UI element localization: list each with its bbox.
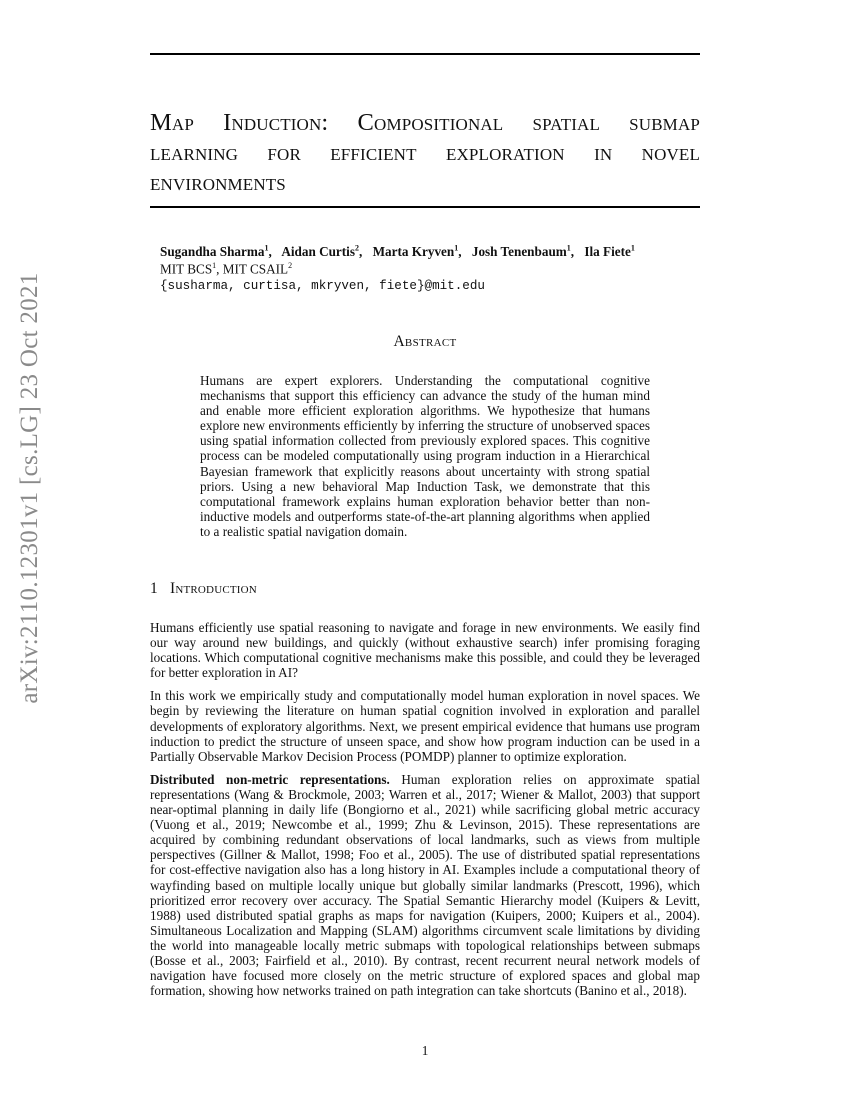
affiliations: MIT BCS$^1$, MIT CSAIL$^2$: [160, 261, 293, 277]
author: Josh Tenenbaum$^1$,: [471, 244, 575, 260]
paragraph: [150, 772, 700, 998]
abstract-heading: Abstract: [393, 333, 457, 350]
author-block: [160, 244, 700, 293]
arxiv-identifier[interactable]: arXiv:2110.12301v1 [cs.LG] 23 Oct 2021: [16, 272, 43, 704]
page-number: 1: [421, 1043, 429, 1058]
author: Aidan Curtis$^2$,: [281, 244, 363, 260]
section-number: 1: [150, 580, 158, 597]
paragraph-lead: Distributed non-metric representations.: [150, 771, 390, 787]
author: Sugandha Sharma$^1$,: [160, 244, 272, 260]
section-heading: [150, 580, 257, 598]
author-emails[interactable]: {susharma, curtisa, mkryven, fiete}@mit.edu: [160, 278, 485, 293]
author-list: [160, 244, 700, 260]
paragraph-text: Human exploration relies on approximate spatial representations (Wang & Brockmole, 2003; Warren et al., 2017; Wiener & Mallot, 2003) that support near-optimal planning in daily life (Bongiorno et al., 2021) while sacrificing global metric accuracy (Vuong et al., 2019; Newcombe et al., 1999; Zhu & Levinson, 2015). These representations are acquired by combining redundant observations of local landmarks, such as views from multiple perspectives (Gillner & Mallot, 1998; Foo et al., 2005). The use of distributed spatial representations for cost-effective navigation also has a long history in AI. Examples include a computational theory of wayfinding based on multiple locally unique but globally similar landmarks (Prescott, 1996), which prioritized error recovery over accuracy. The Spatial Semantic Hierarchy model (Kuipers & Levitt, 1988) used distributed spatial graphs as maps for navigation (Kuipers, 2000; Kuipers et al., 2004). Simultaneous Localization and Mapping (SLAM) algorithms circumvent scale limitations by dividing the world into manageable locally metric submaps with topological relationships between submaps (Bosse et al., 2003; Fairfield et al., 2010). By contrast, recent recurrent neural network models of navigation have focused more closely on the metric structure of explored spaces and global map formation, showing how networks trained on path integration can take shortcuts (Banino et al., 2018).: [150, 771, 701, 999]
section-body: [150, 620, 700, 1006]
title-top-rule: [150, 53, 700, 55]
section-title: Introduction: [169, 580, 257, 597]
author: Marta Kryven$^1$,: [372, 244, 462, 260]
arxiv-sidebar: [12, 272, 48, 704]
paper-title: Map Induction: Compositional spatial submap learning for efficient exploration in novel environments: [150, 109, 700, 196]
paragraph: In this work we empirically study and computationally model human exploration in novel spaces. We begin by reviewing the literature on human spatial cognition involved in exploration and parallel developments of exploratory algorithms. Next, we present empirical evidence that humans use program induction to predict the structure of unseen space, and show how program induction can be used in a Partially Observable Markov Decision Process (POMDP) planner to optimize exploration.: [150, 688, 700, 764]
paragraph: Humans efficiently use spatial reasoning to navigate and forage in new environments. We easily find our way around new buildings, and quickly (without exhaustive search) infer promising foraging locations. Which computational cognitive mechanisms make this possible, and could they be leveraged for better exploration in AI?: [150, 620, 700, 681]
author: Ila Fiete$^1$: [584, 244, 635, 260]
abstract-text: Humans are expert explorers. Understanding the computational cognitive mechanisms that support this efficiency can advance the study of the human mind and enable more efficient exploration algorithms. We hypothesize that humans explore new environments efficiently by inferring the structure of unobserved spaces using spatial information collected from previously explored spaces. This cognitive process can be modeled computationally using program induction in a Hierarchical Bayesian framework that explicitly reasons about uncertainty with strong spatial priors. Using a new behavioral Map Induction Task, we demonstrate that this computational framework explains human exploration behavior better than non-inductive models and outperforms state-of-the-art planning algorithms when applied to a realistic spatial navigation domain.: [200, 373, 650, 539]
title-bottom-rule: [150, 206, 700, 208]
